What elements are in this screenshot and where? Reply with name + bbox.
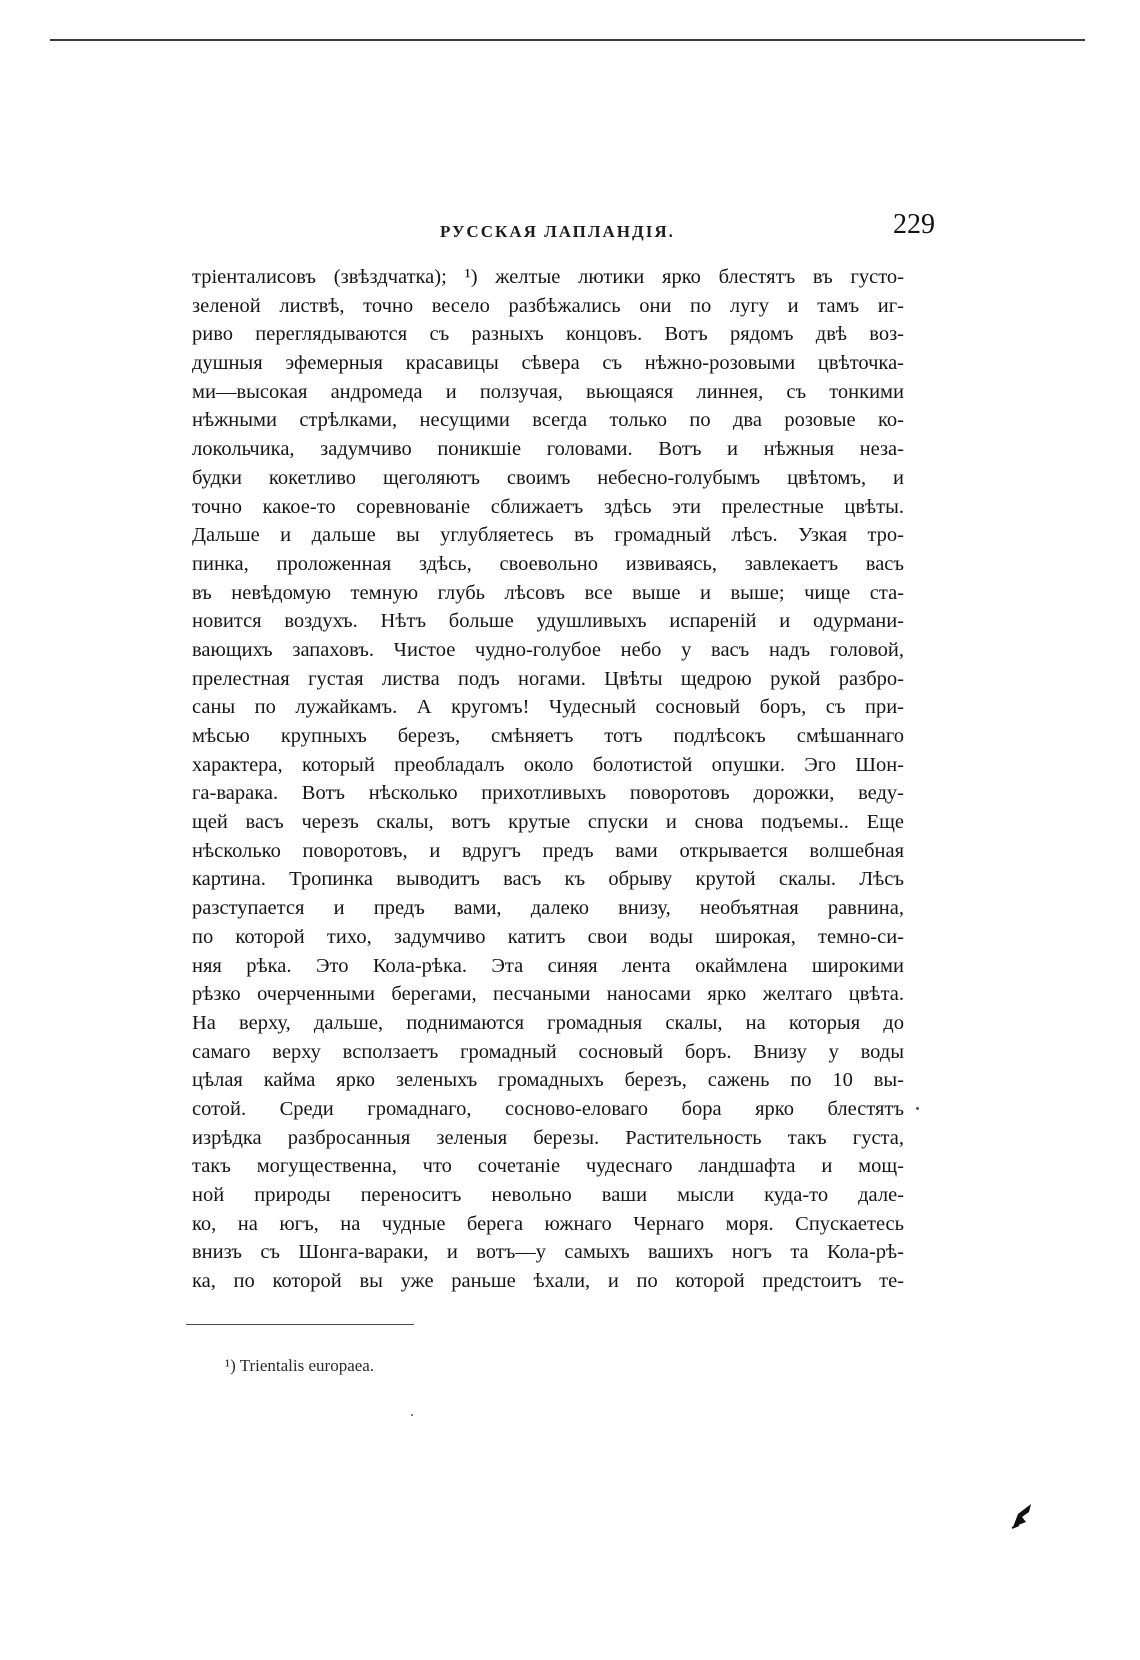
- footnote-rule: [186, 1324, 414, 1325]
- text-line: по которой тихо, задумчиво катитъ свои воды широкая, темно-си-: [192, 925, 904, 948]
- text-line: внизъ съ Шонга-вараки, и вотъ—у самыхъ вашихъ ногъ та Кола-рѣ-: [192, 1241, 904, 1264]
- text-line: сотой. Среди громаднаго, сосново-еловаго бора ярко блестятъ: [192, 1097, 904, 1120]
- text-line: такъ могущественна, что сочетаніе чудеснаго ландшафта и мощ-: [192, 1155, 904, 1178]
- text-line: га-варака. Вотъ нѣсколько прихотливыхъ поворотовъ дорожки, веду-: [192, 782, 904, 805]
- text-line: ка, по которой вы уже раньше ѣхали, и по которой предстоитъ те-: [192, 1270, 904, 1293]
- text-line: тріенталисовъ (звѣздчатка); ¹) желтые лютики ярко блестятъ въ густо-: [192, 266, 904, 288]
- text-line: въ невѣдомую темную глубь лѣсовъ все выше и выше; чище ста-: [192, 581, 904, 604]
- text-line: На верху, дальше, поднимаются громадныя скалы, на которыя до: [192, 1011, 904, 1034]
- text-line: ко, на югъ, на чудные берега южнаго Чернаго моря. Спускаетесь: [192, 1212, 904, 1235]
- text-line: точно какое-то соревнованіе сближаетъ здѣсь эти прелестные цвѣты.: [192, 495, 904, 518]
- text-line: локольчика, задумчиво поникшіе головами. Вотъ и нѣжныя неза-: [192, 438, 904, 461]
- text-line: ми—высокая андромеда и ползучая, вьющаяся линнея, съ тонкими: [192, 380, 904, 403]
- ink-speck: [916, 1107, 919, 1110]
- top-border-rule: [50, 39, 1085, 41]
- text-line: картина. Тропинка выводитъ васъ къ обрыву крутой скалы. Лѣсъ: [192, 868, 904, 891]
- text-line: мѣсью крупныхъ березъ, смѣняетъ тотъ подлѣсокъ смѣшаннаго: [192, 725, 904, 747]
- body-text: [192, 263, 904, 1296]
- running-title: РУССКАЯ ЛАПЛАНДІЯ.: [440, 222, 675, 241]
- text-line: пинка, проложенная здѣсь, своевольно извиваясь, завлекаетъ васъ: [192, 552, 904, 575]
- text-line: саны по лужайкамъ. А кругомъ! Чудесный сосновый боръ, съ при-: [192, 696, 904, 719]
- text-line: прелестная густая листва подъ ногами. Цвѣты щедрою рукой разбро-: [192, 667, 904, 690]
- footnote: ¹) Trientalis europaea.: [225, 1356, 375, 1375]
- text-line: ной природы переноситъ невольно ваши мысли куда-то дале-: [192, 1184, 904, 1206]
- text-line: Дальше и дальше вы углубляетесь въ громадный лѣсъ. Узкая тро-: [192, 524, 904, 547]
- ink-speck: [411, 1414, 413, 1416]
- page-number: 229: [893, 209, 935, 240]
- text-line: нѣсколько поворотовъ, и вдругъ предъ вами открывается волшебная: [192, 839, 904, 862]
- text-line: нѣжными стрѣлками, несущими всегда только по два розовые ко-: [192, 409, 904, 432]
- text-line: характера, который преобладалъ около болотистой опушки. Эго Шон-: [192, 753, 904, 776]
- text-line: душныя эфемерныя красавицы сѣвера съ нѣжно-розовыми цвѣточка-: [192, 352, 904, 375]
- scan-mark-icon: [1010, 1500, 1036, 1530]
- text-line: цѣлая кайма ярко зеленыхъ громадныхъ березъ, сажень по 10 вы-: [192, 1069, 904, 1092]
- text-line: няя рѣка. Это Кола-рѣка. Эта синяя лента окаймлена широкими: [192, 954, 904, 977]
- text-line: риво переглядываются съ разныхъ концовъ. Вотъ рядомъ двѣ воз-: [192, 323, 904, 346]
- text-line: будки кокетливо щеголяютъ своимъ небесно-голубымъ цвѣтомъ, и: [192, 466, 904, 489]
- text-line: щей васъ черезъ скалы, вотъ крутые спуски и снова подъемы.. Еще: [192, 811, 904, 834]
- text-line: зеленой листвѣ, точно весело разбѣжались они по лугу и тамъ иг-: [192, 294, 904, 317]
- text-line: рѣзко очерченными берегами, песчаными наносами ярко желтаго цвѣта.: [192, 983, 904, 1006]
- text-line: новится воздухъ. Нѣтъ больше удушливыхъ испареній и одурмани-: [192, 610, 904, 633]
- text-line: разступается и предъ вами, далеко внизу, необъятная равнина,: [192, 897, 904, 920]
- text-line: самаго верху всползаетъ громадный сосновый боръ. Внизу у воды: [192, 1040, 904, 1063]
- text-line: изрѣдка разбросанныя зеленыя березы. Растительность такъ густа,: [192, 1126, 904, 1149]
- text-line: вающихъ запаховъ. Чистое чудно-голубое небо у васъ надъ головой,: [192, 638, 904, 661]
